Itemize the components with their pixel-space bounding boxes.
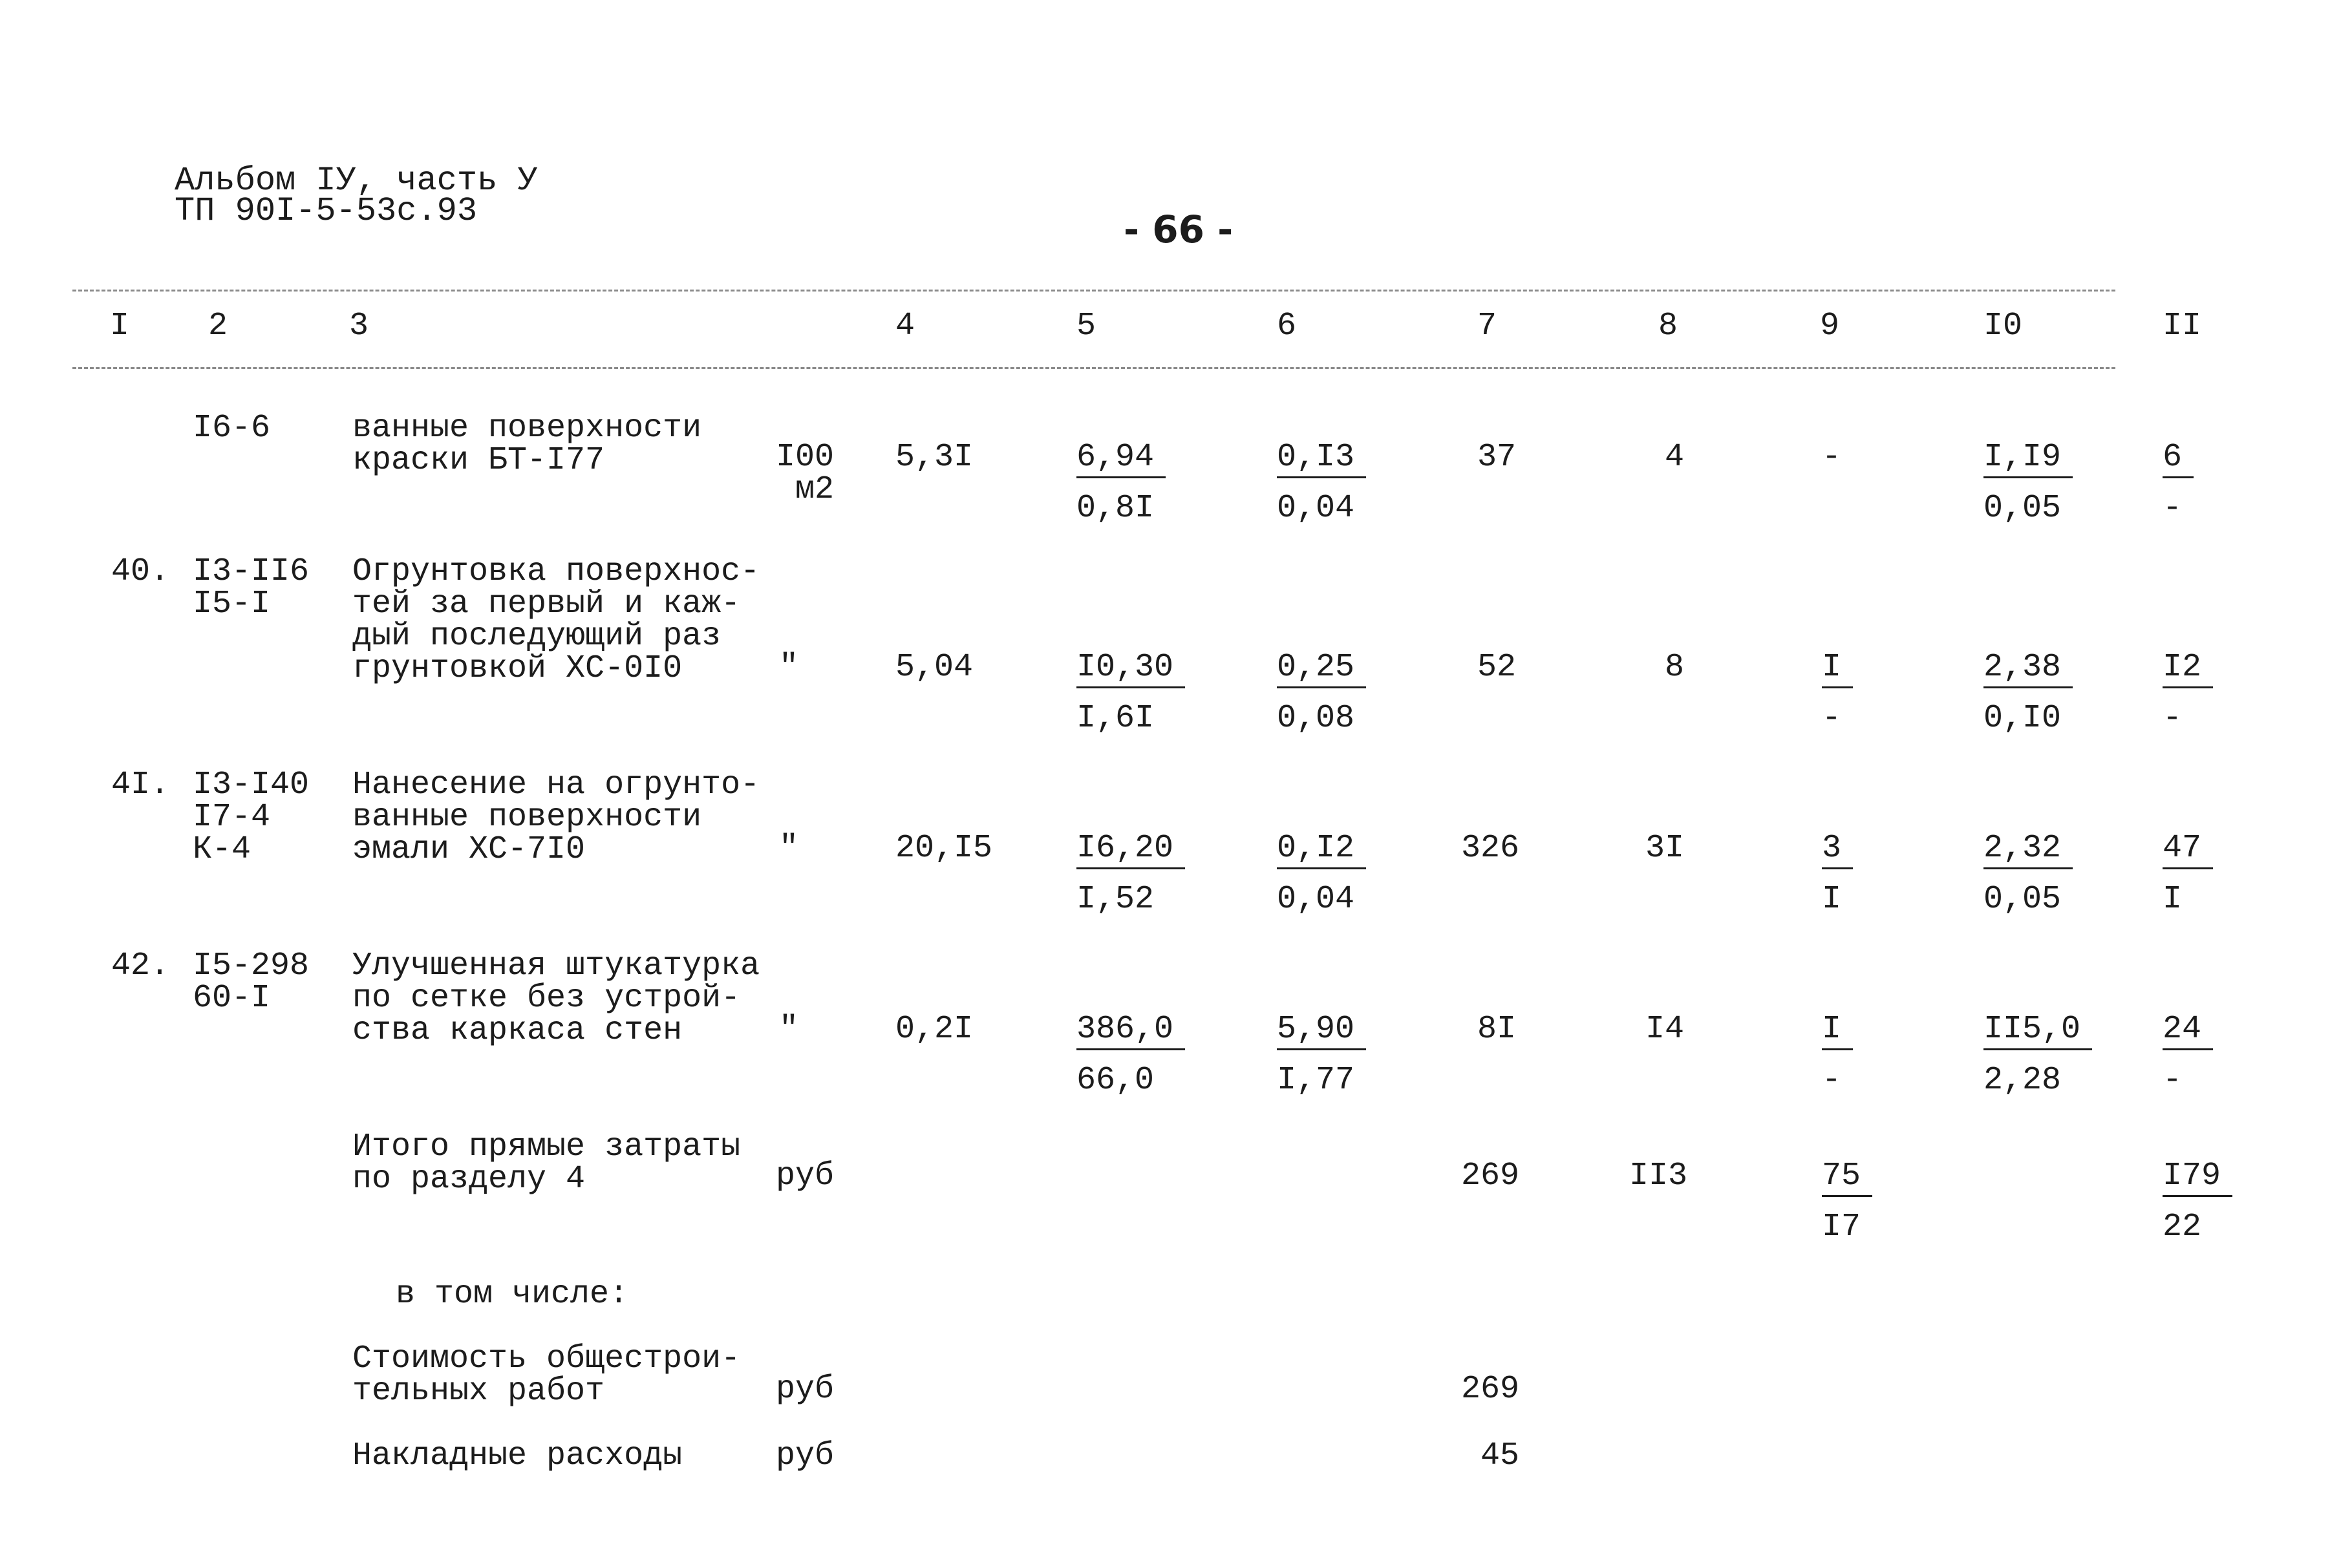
row-code: I3-I40 I7-4 К-4 [193, 767, 310, 868]
fraction-denominator: 2,28 [1983, 1062, 2062, 1099]
fraction-numerator: 386,0 [1076, 1013, 1185, 1050]
row-description: Огрунтовка поверхнос- тей за первый и каж- дый последующий раз грунтовкой ХС-0I0 [352, 553, 760, 687]
fraction-numerator: 0,I3 [1277, 441, 1366, 478]
fraction-denominator: 22 [2163, 1209, 2202, 1245]
fraction-numerator: 0,25 [1277, 652, 1366, 688]
row-description: Улучшенная штукатурка по сетке без устрой- ства каркаса стен [352, 948, 760, 1049]
fraction-denominator: I [2163, 881, 2183, 918]
fraction-numerator: I0,30 [1076, 652, 1185, 688]
fraction-numerator: I6,20 [1076, 832, 1185, 869]
row-col9-fraction [1822, 832, 1853, 916]
fraction-numerator: I2 [2163, 652, 2213, 688]
fraction-numerator: 3 [1822, 832, 1853, 869]
row-description: ванные поверхности краски БТ-I77 [352, 410, 702, 479]
row-col10-fraction [1983, 1013, 2092, 1097]
fraction-numerator: 24 [2163, 1013, 2213, 1050]
fraction-denominator: - [1822, 1062, 1842, 1099]
row-number: 40. [111, 553, 170, 590]
fraction-numerator: 75 [1822, 1160, 1872, 1197]
fraction-denominator: I [1822, 881, 1842, 918]
fraction-denominator: 0,I0 [1983, 700, 2062, 737]
col-header-3: 3 [349, 308, 369, 344]
row-col7: 37 [1477, 439, 1517, 476]
col-header-7: 7 [1477, 308, 1497, 344]
totals-label: Итого прямые затраты по разделу 4 [352, 1128, 741, 1198]
fraction-denominator: - [2163, 700, 2183, 737]
totals-col8: II3 [1629, 1158, 1688, 1194]
including-label: в том числе: [396, 1276, 629, 1313]
row-col5-fraction [1076, 832, 1185, 916]
fraction-denominator: - [2163, 490, 2183, 527]
fraction-denominator: 0,04 [1277, 881, 1355, 918]
row-col10-fraction [1983, 649, 2073, 737]
totals-unit: руб [776, 1158, 835, 1194]
overhead-col7: 45 [1480, 1437, 1520, 1474]
row-col8: 8 [1665, 649, 1685, 686]
row-col8: 3I [1645, 830, 1685, 867]
fraction-numerator: 5,90 [1277, 1013, 1366, 1050]
fraction-numerator: I,I9 [1983, 441, 2073, 478]
fraction-numerator: 47 [2163, 832, 2213, 869]
row-col7: 326 [1461, 830, 1520, 867]
row-col6-fraction [1277, 649, 1366, 737]
fraction-denominator: I,77 [1277, 1062, 1355, 1099]
fraction-denominator: I7 [1822, 1209, 1861, 1245]
fraction-denominator: 0,04 [1277, 490, 1355, 527]
row-col6-fraction [1277, 441, 1366, 525]
row-col5-fraction [1076, 1013, 1185, 1097]
row-col5-fraction [1076, 441, 1166, 525]
row-quantity: 0,2I [895, 1011, 974, 1048]
overhead-unit: руб [776, 1437, 835, 1474]
row-number: 42. [111, 948, 170, 984]
row-col11-fraction [2163, 441, 2194, 525]
table-header-rule [72, 367, 2115, 369]
fraction-numerator: II5,0 [1983, 1013, 2092, 1050]
fraction-denominator: - [2163, 1062, 2183, 1099]
row-quantity: 5,04 [895, 649, 974, 686]
fraction-numerator: 6,94 [1076, 441, 1166, 478]
row-unit: I00 м2 [776, 439, 835, 508]
fraction-denominator: - [1822, 700, 1842, 737]
fraction-numerator: 0,I2 [1277, 832, 1366, 869]
col-header-2: 2 [208, 308, 228, 344]
fraction-denominator: 0,05 [1983, 490, 2062, 527]
row-quantity: 5,3I [895, 439, 974, 476]
row-col5-fraction [1076, 649, 1185, 737]
col-header-8: 8 [1658, 308, 1678, 344]
col-header-5: 5 [1076, 308, 1096, 344]
col-header-4: 4 [895, 308, 915, 344]
fraction-numerator: 2,32 [1983, 832, 2073, 869]
row-unit: " [779, 1011, 799, 1048]
totals-col7: 269 [1461, 1158, 1520, 1194]
col-header-6: 6 [1277, 308, 1297, 344]
general-works-unit: руб [776, 1371, 835, 1408]
fraction-denominator: 66,0 [1076, 1062, 1155, 1099]
fraction-numerator: 2,38 [1983, 652, 2073, 688]
totals-col11-fraction [2163, 1160, 2232, 1244]
row-unit: " [779, 649, 799, 686]
fraction-numerator: I79 [2163, 1160, 2232, 1197]
fraction-numerator: I [1822, 652, 1853, 688]
row-col11-fraction [2163, 832, 2213, 916]
totals-col9-fraction [1822, 1160, 1872, 1244]
row-col11-fraction [2163, 1013, 2213, 1097]
col-header-1: I [110, 308, 130, 344]
row-col7: 8I [1477, 1011, 1517, 1048]
col-header-10: I0 [1983, 308, 2023, 344]
row-quantity: 20,I5 [895, 830, 993, 867]
table-top-rule [72, 290, 2115, 291]
row-col9-fraction [1822, 1013, 1853, 1097]
row-col8: 4 [1665, 439, 1685, 476]
fraction-denominator: I,52 [1076, 881, 1155, 918]
row-col8: I4 [1645, 1011, 1685, 1048]
overhead-label: Накладные расходы [352, 1437, 683, 1474]
row-code: I5-298 60-I [193, 948, 310, 1017]
general-works-label: Стоимость общестрои- тельных работ [352, 1340, 741, 1410]
row-col10-fraction [1983, 832, 2073, 916]
row-col6-fraction [1277, 832, 1366, 916]
row-col9-fraction [1822, 649, 1853, 737]
col-header-9: 9 [1820, 308, 1840, 344]
fraction-denominator: I,6I [1076, 700, 1155, 737]
album-label: Альбом IУ, часть У [175, 162, 538, 200]
row-code: I3-II6 I5-I [193, 553, 310, 622]
row-code: I6-6 [193, 410, 271, 447]
col-header-11: II [2163, 308, 2202, 344]
row-col9: - [1822, 439, 1842, 476]
project-code: ТП 90I-5-53с.93 [175, 192, 478, 230]
row-unit: " [779, 830, 799, 867]
row-col6-fraction [1277, 1013, 1366, 1097]
fraction-denominator: 0,05 [1983, 881, 2062, 918]
fraction-denominator: 0,8I [1076, 490, 1155, 527]
row-col10-fraction [1983, 441, 2073, 525]
row-col11-fraction [2163, 649, 2213, 737]
row-description: Нанесение на огрунто- ванные поверхности эмали ХС-7I0 [352, 767, 760, 868]
row-number: 4I. [111, 767, 170, 803]
row-col7: 52 [1477, 649, 1517, 686]
general-works-col7: 269 [1461, 1371, 1520, 1408]
page-number: - 66 - [1124, 207, 1234, 251]
fraction-numerator: I [1822, 1013, 1853, 1050]
fraction-numerator: 6 [2163, 441, 2194, 478]
fraction-denominator: 0,08 [1277, 700, 1355, 737]
